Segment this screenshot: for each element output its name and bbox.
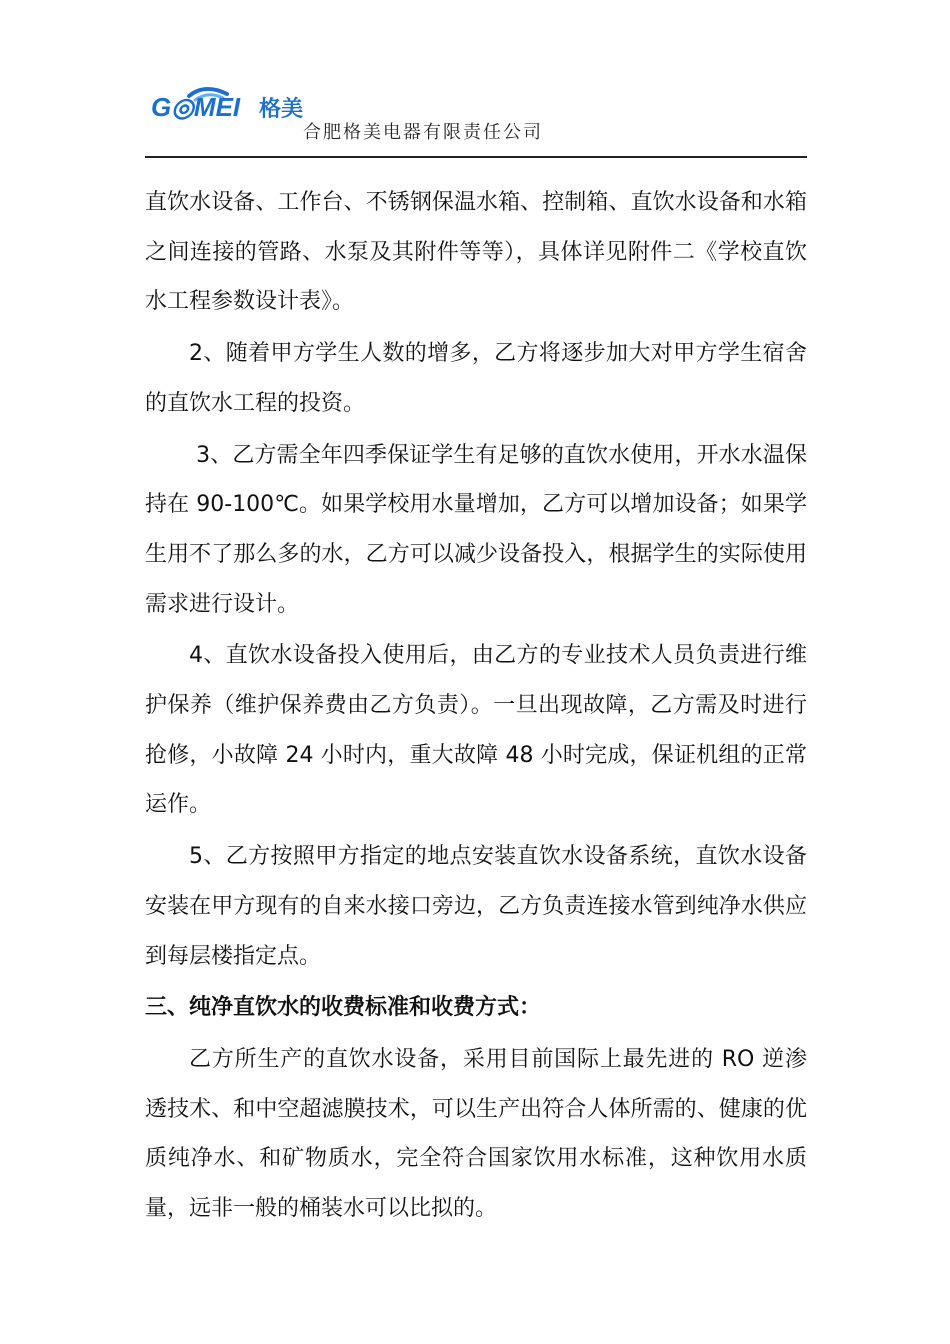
paragraph-item-4: 4、直饮水设备投入使用后，由乙方的专业技术人员负责进行维护保养（维护保养费由乙方负责）。一旦出现故障，乙方需及时进行抢修，小故障 24 小时内，重大故障 48 小时完成，保证机组的正常运作。 [145,643,807,818]
header-divider [145,156,807,158]
document-body [145,178,807,1236]
logo-wordmark: G◎MEI [151,92,241,122]
gemei-logo [149,82,309,124]
paragraph-item-5: 5、乙方按照甲方指定的地点安装直饮水设备系统，直饮水设备安装在甲方现有的自来水接口旁边，乙方负责连接水管到纯净水供应到每层楼指定点。 [145,844,807,969]
paragraph-item-3: 3、乙方需全年四季保证学生有足够的直饮水使用，开水水温保持在 90-100℃。如果学校用水量增加，乙方可以增加设备；如果学生用不了那么多的水，乙方可以减少设备投入，根据学生的实际使用需求进行设计。 [145,442,808,617]
gemei-logo-mark [149,82,309,124]
logo-chinese-mark: 格美 [259,97,304,122]
paragraph-equipment-list: 直饮水设备、工作台、不锈钢保温水箱、控制箱、直饮水设备和水箱之间连接的管路、水泵及其附件等等），具体详见附件二《学校直饮水工程参数设计表》。 [145,190,807,315]
document-header [145,82,807,160]
company-name: 合肥格美电器有限责任公司 [303,122,543,143]
section-heading-3: 三、纯净直饮水的收费标准和收费方式： [145,995,542,1021]
paragraph-item-2: 2、随着甲方学生人数的增多，乙方将逐步加大对甲方学生宿舍的直饮水工程的投资。 [145,341,807,416]
paragraph-water-quality: 乙方所生产的直饮水设备，采用目前国际上最先进的 RO 逆渗透技术、和中空超滤膜技术，可以生产出符合人体所需的、健康的优质纯净水、和矿物质水，完全符合国家饮用水标准，这种饮用水质量，远非一般的桶装水可以比拟的。 [145,1046,807,1222]
